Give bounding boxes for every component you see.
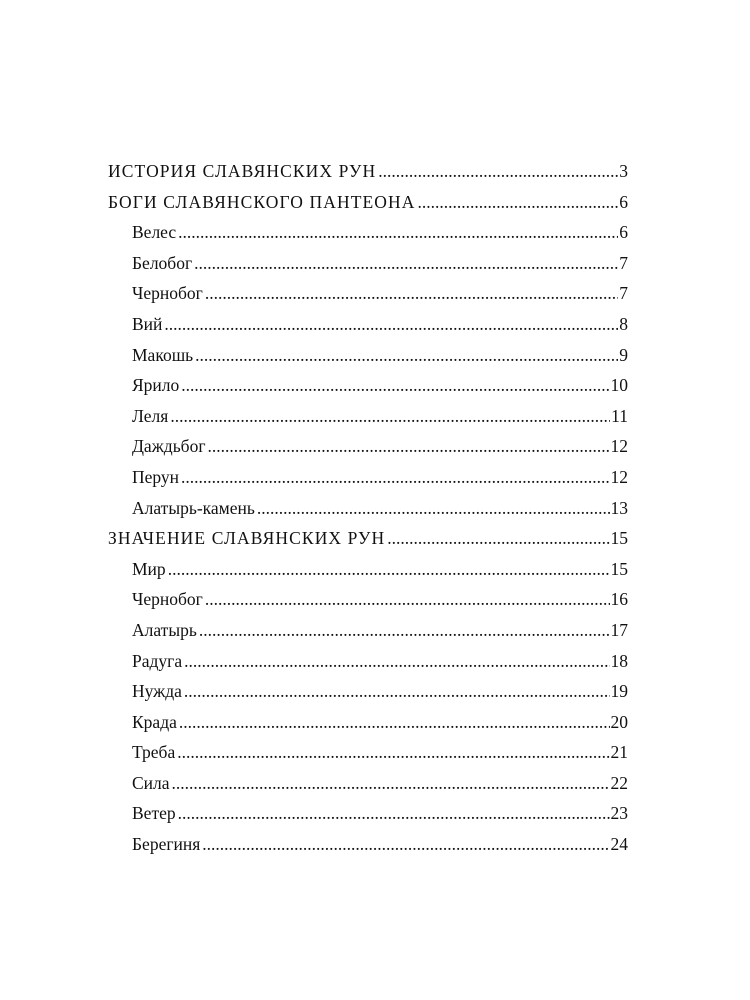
toc-dot-leader [168,554,610,585]
toc-subsection-row[interactable] [108,584,628,615]
toc-page-number: 19 [610,681,628,702]
toc-entry-title: Даждьбог [132,436,206,457]
toc-dot-leader [194,248,618,279]
toc-entry-title: Чернобог [132,589,203,610]
toc-dot-leader [179,707,610,738]
toc-page-number: 8 [619,313,628,334]
toc-subsection-row[interactable] [108,431,628,462]
toc-dot-leader [170,401,610,432]
toc-section-row[interactable] [108,187,628,218]
toc-page-number: 6 [619,222,628,243]
toc-dot-leader [202,829,609,860]
toc-subsection-row[interactable] [108,737,628,768]
toc-page-number: 16 [610,589,628,610]
toc-dot-leader [378,156,618,187]
toc-entry-title: Сила [132,772,170,793]
toc-entry-title: БОГИ СЛАВЯНСКОГО ПАНТЕОНА [108,191,416,212]
toc-subsection-row[interactable] [108,309,628,340]
toc-page-number: 6 [619,191,628,212]
toc-entry-title: Нужда [132,681,182,702]
toc-subsection-row[interactable] [108,217,628,248]
toc-subsection-row[interactable] [108,370,628,401]
toc-page-number: 15 [610,528,628,549]
toc-entry-title: Макошь [132,344,194,365]
toc-subsection-row[interactable] [108,768,628,799]
toc-dot-leader [387,523,609,554]
toc-entry-title: Алатырь-камень [132,497,255,518]
toc-page-number: 23 [610,803,628,824]
toc-dot-leader [177,737,609,768]
toc-page-number: 7 [619,283,628,304]
toc-dot-leader [418,187,619,218]
toc-entry-title: Перун [132,466,180,487]
toc-dot-leader [257,493,610,524]
toc-subsection-row[interactable] [108,646,628,677]
toc-subsection-row[interactable] [108,462,628,493]
toc-page-number: 7 [619,252,628,273]
toc-section-row[interactable] [108,156,628,187]
toc-dot-leader [184,646,609,677]
toc-section-row[interactable] [108,523,628,554]
toc-dot-leader [205,278,618,309]
table-of-contents [108,156,628,860]
toc-entry-title: Крада [132,711,177,732]
toc-dot-leader [178,217,618,248]
toc-dot-leader [181,462,609,493]
toc-subsection-row[interactable] [108,401,628,432]
toc-entry-title: Треба [132,742,176,763]
toc-dot-leader [181,370,609,401]
toc-page-number: 11 [611,405,628,426]
toc-subsection-row[interactable] [108,829,628,860]
toc-entry-title: Алатырь [132,619,197,640]
toc-page-number: 20 [610,711,628,732]
toc-entry-title: Радуга [132,650,183,671]
toc-entry-title: Ветер [132,803,176,824]
toc-entry-title: Чернобог [132,283,203,304]
toc-page-number: 22 [610,772,628,793]
toc-page-number: 9 [619,344,628,365]
toc-dot-leader [199,615,610,646]
toc-entry-title: Белобог [132,252,193,273]
toc-subsection-row[interactable] [108,248,628,279]
toc-subsection-row[interactable] [108,676,628,707]
toc-page-number: 18 [610,650,628,671]
toc-page-number: 24 [610,834,628,855]
toc-subsection-row[interactable] [108,707,628,738]
toc-dot-leader [178,798,610,829]
toc-subsection-row[interactable] [108,493,628,524]
toc-subsection-row[interactable] [108,798,628,829]
toc-dot-leader [195,340,618,371]
toc-subsection-row[interactable] [108,278,628,309]
toc-page-number: 13 [610,497,628,518]
toc-page-number: 12 [610,466,628,487]
toc-entry-title: Велес [132,222,177,243]
toc-dot-leader [205,584,610,615]
toc-subsection-row[interactable] [108,554,628,585]
toc-entry-title: Вий [132,313,163,334]
toc-entry-title: ИСТОРИЯ СЛАВЯНСКИХ РУН [108,161,377,181]
toc-entry-title: Ярило [132,375,180,396]
toc-page-number: 21 [610,742,628,763]
toc-page-number: 12 [610,436,628,457]
toc-subsection-row[interactable] [108,340,628,371]
toc-entry-title: Леля [132,405,169,426]
toc-dot-leader [172,768,610,799]
toc-entry-title: Берегиня [132,834,201,855]
toc-page-number: 10 [610,375,628,396]
toc-subsection-row[interactable] [108,615,628,646]
toc-page-number: 15 [610,558,628,579]
toc-dot-leader [208,431,610,462]
toc-entry-title: ЗНАЧЕНИЕ СЛАВЯНСКИХ РУН [108,528,386,549]
toc-dot-leader [184,676,610,707]
toc-dot-leader [164,309,618,340]
toc-page-number: 17 [610,619,628,640]
toc-entry-title: Мир [132,558,166,579]
toc-page-number: 3 [619,161,628,181]
